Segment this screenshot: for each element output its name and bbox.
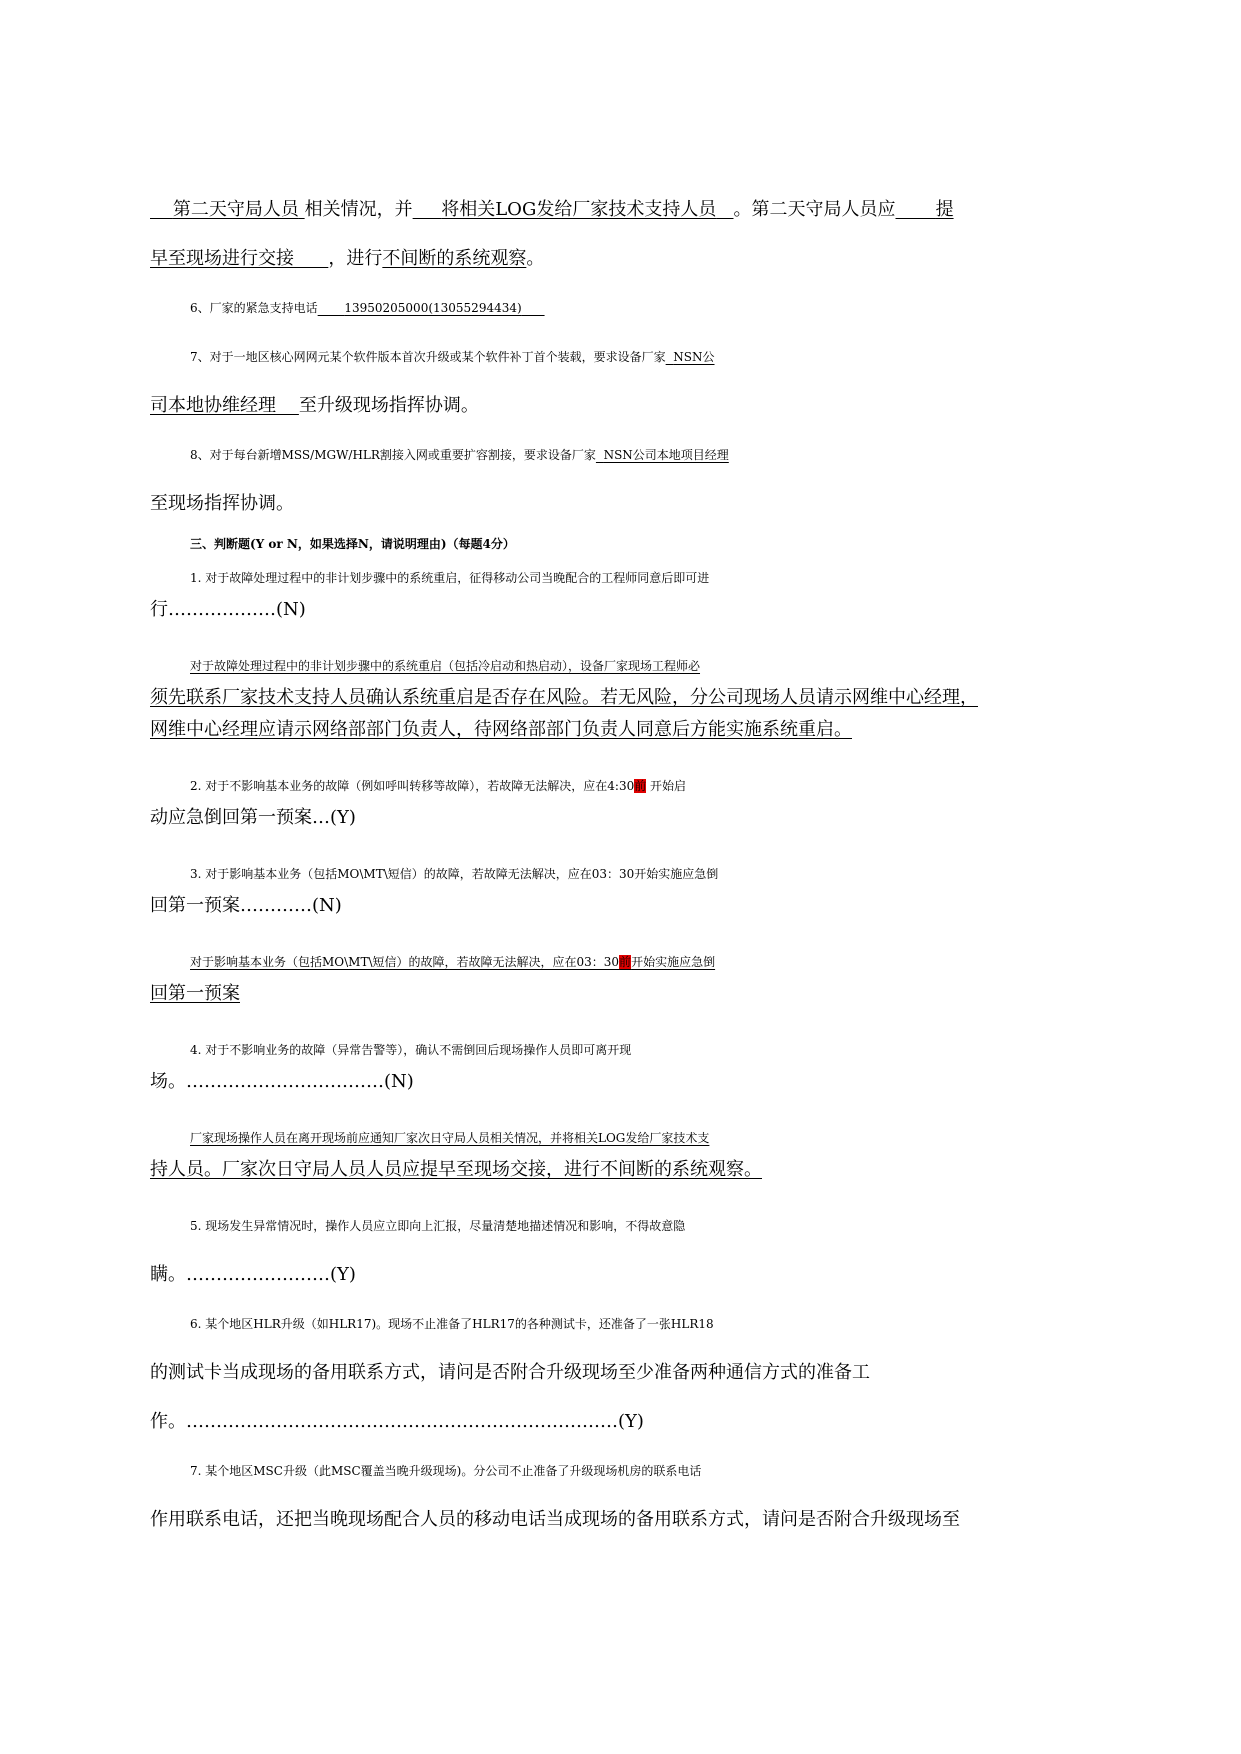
q2-line-1 [190, 775, 1130, 797]
a3-line-1 [190, 951, 1130, 973]
q7-line-1: 7. 某个地区MSC升级（此MSC覆盖当晚升级现场)。分公司不止准备了升级现场机房的联系电话 [190, 1464, 702, 1478]
q1-line-2: 行………………(N) [150, 599, 306, 620]
q6-line-1: 6. 某个地区HLR升级（如HLR17)。现场不止准备了HLR17的各种测试卡，还准备了一张HLR18 [190, 1317, 714, 1331]
highlight-mark: 前 [634, 779, 647, 793]
item-6 [190, 297, 1130, 319]
fill-blank: NSN公司本地项目经理 [603, 448, 729, 462]
text: 8、对于每台新增MSS/MGW/HLR割接入网或重要扩容割接，要求设备厂家 [190, 448, 596, 462]
text: 7、对于一地区核心网网元某个软件版本首次升级或某个软件补丁首个装载，要求设备厂家 [190, 350, 666, 364]
q4-line-2: 场。……………………………(N) [150, 1071, 414, 1092]
fill-blank: 不间断的系统观察 [382, 248, 527, 269]
q4-line-1: 4. 对于不影响业务的故障（异常告警等），确认不需倒回后现场操作人员即可离开现 [190, 1043, 632, 1057]
fill-blank: 13950205000(13055294434) [344, 301, 522, 315]
a1-line-2: 须先联系厂家技术支持人员确认系统重启是否存在风险。若无风险，分公司现场人员请示网维中心经理， [150, 687, 978, 708]
q5-line-1: 5. 现场发生异常情况时，操作人员应立即向上汇报，尽量清楚地描述情况和影响，不得故意隐 [190, 1219, 686, 1233]
q5-line-2: 瞒。……………………(Y) [150, 1264, 356, 1285]
text: 。 [526, 248, 545, 269]
text: 对于影响基本业务（包括MO\MT\短信）的故障，若故障无法解决，应在03：30 [190, 955, 620, 969]
item-8-line-1 [190, 444, 1130, 466]
text: 6、厂家的紧急支持电话 [190, 301, 318, 315]
para-line-continuation-1 [150, 199, 1090, 221]
fill-blank: 司本地协维经理 [150, 395, 276, 416]
a4-line-1: 厂家现场操作人员在离开现场前应通知厂家次日守局人员相关情况，并将相关LOG发给厂家技术支 [190, 1131, 710, 1145]
item-8-line-2 [150, 493, 1090, 515]
a4-line-2: 持人员。厂家次日守局人员人员应提早至现场交接，进行不间断的系统观察。 [150, 1159, 762, 1180]
fill-blank: NSN公 [673, 350, 715, 364]
text: 开始实施应急倒 [631, 955, 716, 969]
text: 至升级现场指挥协调。 [298, 395, 479, 416]
q2-line-2: 动应急倒回第一预案…(Y) [150, 807, 356, 828]
para-line-continuation-2 [150, 248, 1090, 270]
fill-blank: 将相关LOG发给厂家技术支持人员 [441, 199, 717, 220]
highlight-mark: 前 [619, 955, 632, 969]
text: 至现场指挥协调。 [150, 493, 294, 514]
text: 相关情况，并 [304, 199, 413, 220]
a3-line-2: 回第一预案 [150, 983, 240, 1004]
a1-line-1: 对于故障处理过程中的非计划步骤中的系统重启（包括冷启动和热启动），设备厂家现场工程师必 [190, 659, 701, 673]
text: ，进行 [328, 248, 383, 269]
text: 2. 对于不影响基本业务的故障（例如呼叫转移等故障），若故障无法解决，应在4:30 [190, 779, 635, 793]
q7-line-2: 作用联系电话，还把当晚现场配合人员的移动电话当成现场的备用联系方式，请问是否附合升级现场至 [150, 1509, 960, 1530]
fill-blank: 提 [935, 199, 954, 220]
fill-blank: 第二天守局人员 [172, 199, 299, 220]
q6-line-2: 的测试卡当成现场的备用联系方式，请问是否附合升级现场至少准备两种通信方式的准备工 [150, 1362, 870, 1383]
text: 开始启 [646, 779, 687, 793]
section-heading: 三、判断题(Y or N，如果选择N，请说明理由)（每题4分） [190, 537, 515, 551]
q3-line-1: 3. 对于影响基本业务（包括MO\MT\短信）的故障，若故障无法解决，应在03：30开始实施应急倒 [190, 867, 719, 881]
fill-blank: 早至现场进行交接 [150, 248, 294, 269]
q3-line-2: 回第一预案…………(N) [150, 895, 342, 916]
q6-line-3: 作。………………………………………………………………(Y) [150, 1411, 644, 1432]
text: 。第二天守局人员应 [733, 199, 896, 220]
a1-line-3: 网维中心经理应请示网络部部门负责人，待网络部部门负责人同意后方能实施系统重启。 [150, 719, 852, 740]
item-7-line-2 [150, 395, 1090, 417]
q1-line-1: 1. 对于故障处理过程中的非计划步骤中的系统重启，征得移动公司当晚配合的工程师同意后即可进 [190, 571, 710, 585]
item-7-line-1 [190, 346, 1130, 368]
